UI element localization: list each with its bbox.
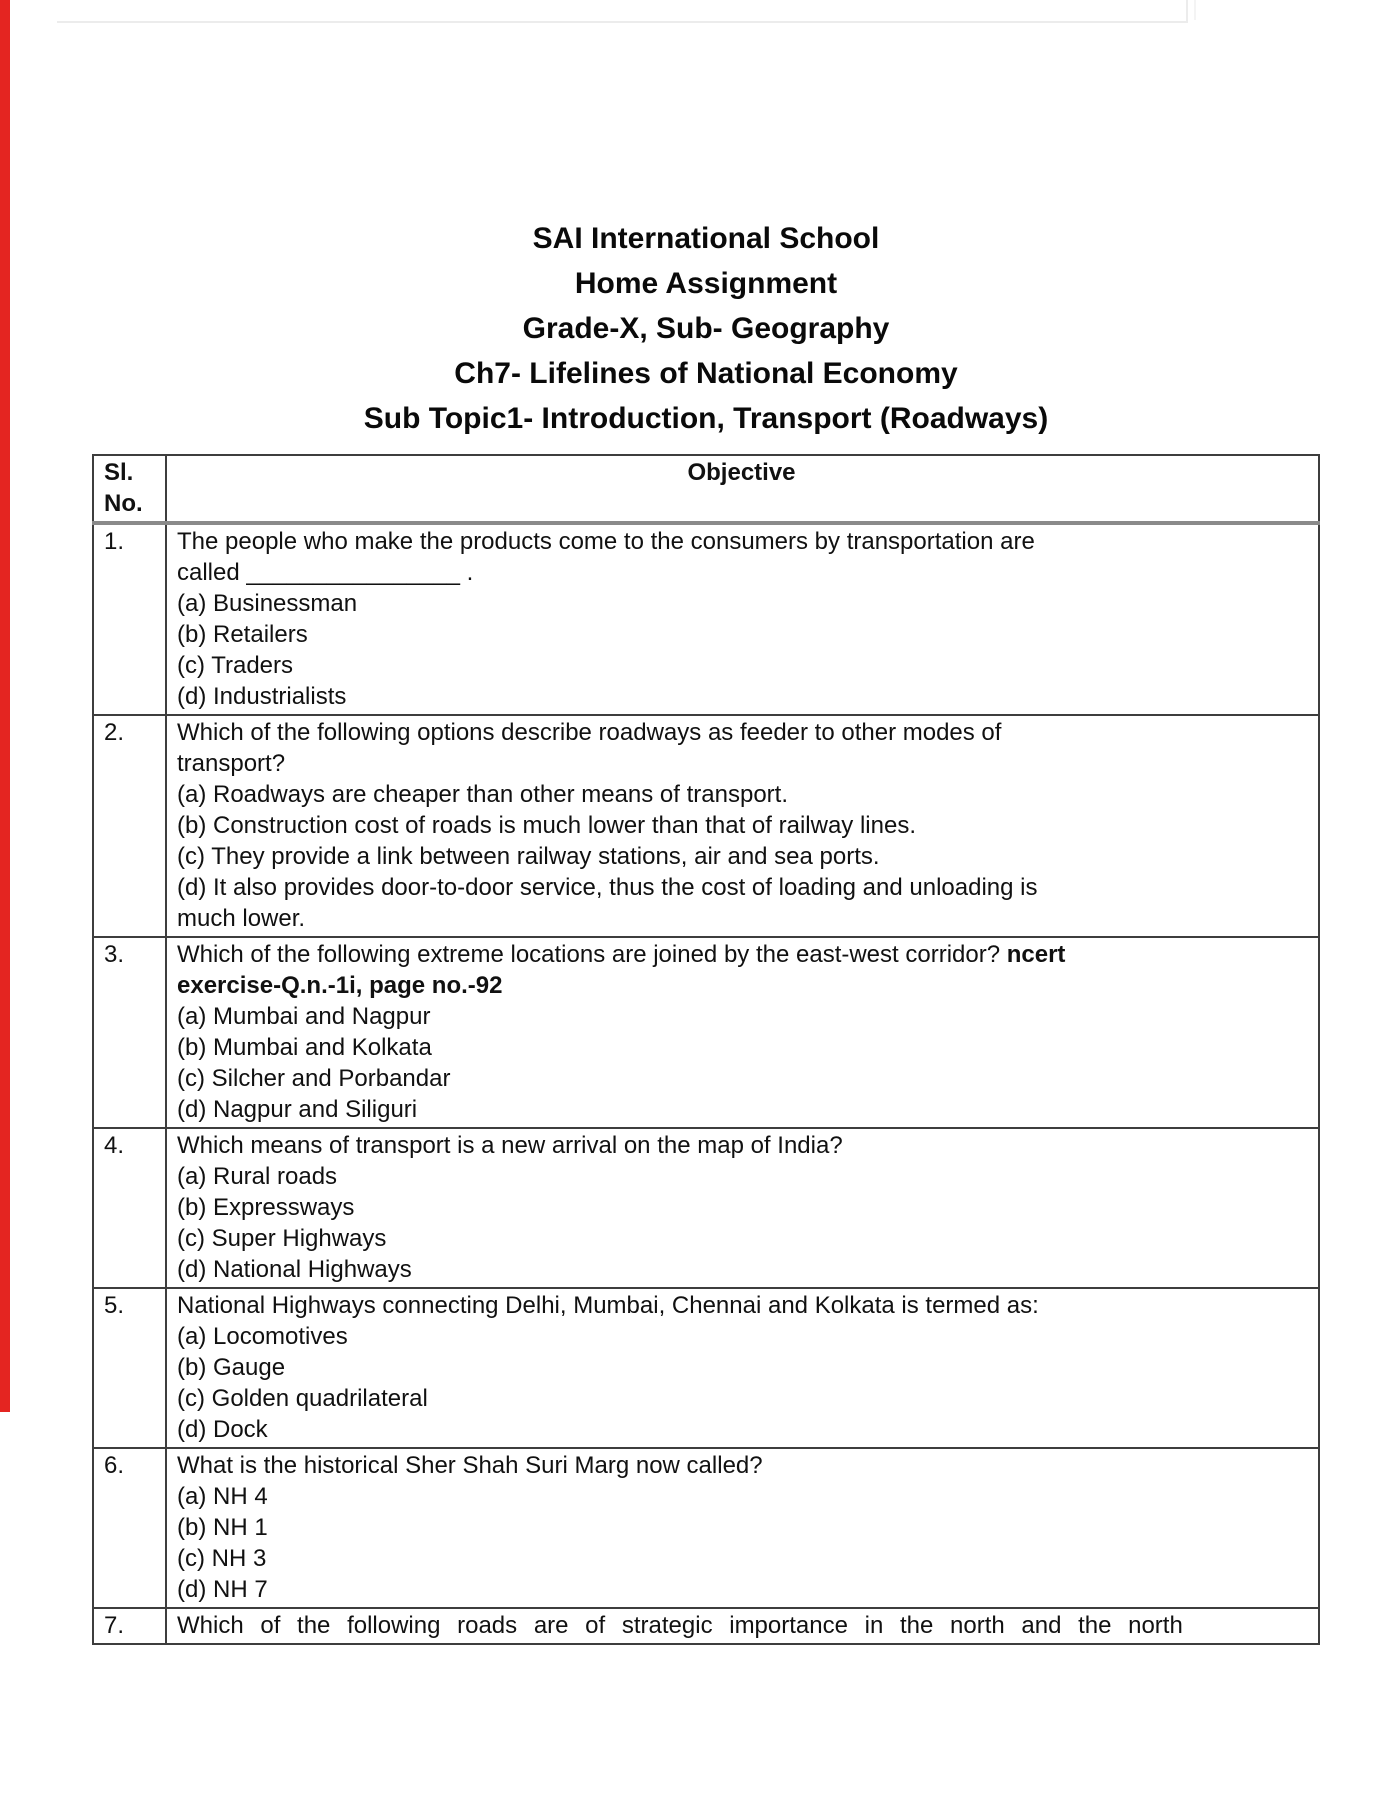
question-cell	[166, 1608, 1319, 1644]
table-row	[93, 1608, 1319, 1644]
document-title-block	[92, 216, 1320, 441]
row-number-cell	[93, 715, 166, 937]
option	[177, 1223, 1306, 1254]
option-line: (c) Silcher and Porbandar	[177, 1065, 451, 1092]
table-header-row	[93, 455, 1319, 523]
question-text: What is the historical Sher Shah Suri Marg now called?	[177, 1452, 763, 1479]
option-line: (b) Construction cost of roads is much lower than that of railway lines.	[177, 812, 916, 839]
option	[177, 1192, 1306, 1223]
row-number-cell	[93, 1128, 166, 1288]
col-header-no-line: No.	[104, 490, 143, 517]
option	[177, 1543, 1306, 1574]
option	[177, 1161, 1306, 1192]
row-number: 1.	[104, 528, 125, 555]
title-assignment-type: Home Assignment	[574, 267, 838, 300]
question-text: Which of the following roads are of strategic importance in the north and the north	[177, 1612, 1183, 1639]
question-cell	[166, 1288, 1319, 1448]
option	[177, 1254, 1306, 1285]
option	[177, 650, 1306, 681]
question-line	[177, 939, 1306, 970]
option	[177, 1512, 1306, 1543]
question-text: called ________________ .	[177, 559, 474, 586]
question-cell	[166, 715, 1319, 937]
question-line	[177, 1130, 1306, 1161]
option	[177, 1414, 1306, 1445]
option-line: (a) NH 4	[177, 1483, 268, 1510]
option	[177, 1574, 1306, 1605]
question-line	[177, 557, 1306, 588]
col-header-objective: Objective	[166, 455, 1319, 523]
option	[177, 1094, 1306, 1125]
option-line: (d) Dock	[177, 1416, 268, 1443]
title-grade-subject: Grade-X, Sub- Geography	[522, 312, 890, 345]
question-line	[177, 717, 1306, 748]
question-line	[177, 970, 1306, 1001]
question-text: Which of the following options describe roadways as feeder to other modes of	[177, 719, 1002, 746]
title-chapter: Ch7- Lifelines of National Economy	[454, 357, 958, 390]
option-line: (d) National Highways	[177, 1256, 412, 1283]
option-line: (d) NH 7	[177, 1576, 268, 1603]
option-line: (b) Retailers	[177, 621, 308, 648]
table-row	[93, 1288, 1319, 1448]
option	[177, 779, 1306, 810]
title-subtopic: Sub Topic1- Introduction, Transport (Roadways)	[363, 402, 1049, 435]
page-corner-line	[1186, 0, 1188, 23]
col-header-sl-line: Sl.	[104, 459, 134, 486]
option-line: (d) It also provides door-to-door service, thus the cost of loading and unloading is	[177, 874, 1038, 901]
option	[177, 1321, 1306, 1352]
option	[177, 1063, 1306, 1094]
page-top-edge-line	[57, 21, 1188, 23]
question-text: Which of the following extreme locations are joined by the east-west corridor?	[177, 941, 1007, 968]
question-text-bold: ncert	[1006, 941, 1066, 968]
question-text: The people who make the products come to the consumers by transportation are	[177, 528, 1035, 555]
question-line	[177, 748, 1306, 779]
option-line: (b) Mumbai and Kolkata	[177, 1034, 432, 1061]
option	[177, 810, 1306, 841]
table-row	[93, 937, 1319, 1128]
question-line	[177, 1610, 1306, 1641]
option	[177, 1383, 1306, 1414]
row-number: 6.	[104, 1452, 125, 1479]
option	[177, 619, 1306, 650]
option-line: (a) Locomotives	[177, 1323, 348, 1350]
row-number-cell	[93, 1608, 166, 1644]
question-cell	[166, 937, 1319, 1128]
question-text-bold: exercise-Q.n.-1i, page no.-92	[177, 972, 503, 999]
table-row	[93, 523, 1319, 715]
row-number-cell	[93, 523, 166, 715]
table-row	[93, 715, 1319, 937]
option-line: (c) Traders	[177, 652, 294, 679]
question-text: Which means of transport is a new arrival on the map of India?	[177, 1132, 843, 1159]
left-red-edge-stripe	[0, 0, 10, 1412]
question-line	[177, 1450, 1306, 1481]
row-number: 3.	[104, 941, 125, 968]
row-number: 5.	[104, 1292, 125, 1319]
row-number: 4.	[104, 1132, 125, 1159]
option	[177, 588, 1306, 619]
option	[177, 1352, 1306, 1383]
title-school-name: SAI International School	[532, 222, 880, 255]
option-line: (c) Super Highways	[177, 1225, 387, 1252]
col-header-slno	[93, 455, 166, 523]
row-number: 2.	[104, 719, 125, 746]
option-line: (a) Rural roads	[177, 1163, 338, 1190]
question-line	[177, 1290, 1306, 1321]
question-cell	[166, 523, 1319, 715]
page-corner-line-2	[1194, 0, 1196, 20]
option-line: (a) Roadways are cheaper than other means of transport.	[177, 781, 788, 808]
question-text: transport?	[177, 750, 286, 777]
option-line: (c) Golden quadrilateral	[177, 1385, 428, 1412]
table-row	[93, 1448, 1319, 1608]
option-line: (b) Expressways	[177, 1194, 355, 1221]
option-line: (d) Nagpur and Siliguri	[177, 1096, 418, 1123]
assignment-table	[92, 454, 1320, 1645]
question-line	[177, 526, 1306, 557]
question-cell	[166, 1448, 1319, 1608]
option-line: much lower.	[177, 905, 306, 932]
option	[177, 1032, 1306, 1063]
option-line: (c) They provide a link between railway stations, air and sea ports.	[177, 843, 880, 870]
question-cell	[166, 1128, 1319, 1288]
option	[177, 681, 1306, 712]
table-row	[93, 1128, 1319, 1288]
row-number-cell	[93, 1288, 166, 1448]
option-line: (a) Businessman	[177, 590, 358, 617]
option-line: (c) NH 3	[177, 1545, 267, 1572]
option	[177, 1001, 1306, 1032]
row-number: 7.	[104, 1612, 125, 1639]
option-line: (a) Mumbai and Nagpur	[177, 1003, 431, 1030]
option-line: (b) Gauge	[177, 1354, 286, 1381]
option	[177, 1481, 1306, 1512]
row-number-cell	[93, 937, 166, 1128]
option-line: (d) Industrialists	[177, 683, 347, 710]
option	[177, 872, 1306, 934]
option	[177, 841, 1306, 872]
row-number-cell	[93, 1448, 166, 1608]
option-line: (b) NH 1	[177, 1514, 268, 1541]
question-text: National Highways connecting Delhi, Mumbai, Chennai and Kolkata is termed as:	[177, 1292, 1039, 1319]
